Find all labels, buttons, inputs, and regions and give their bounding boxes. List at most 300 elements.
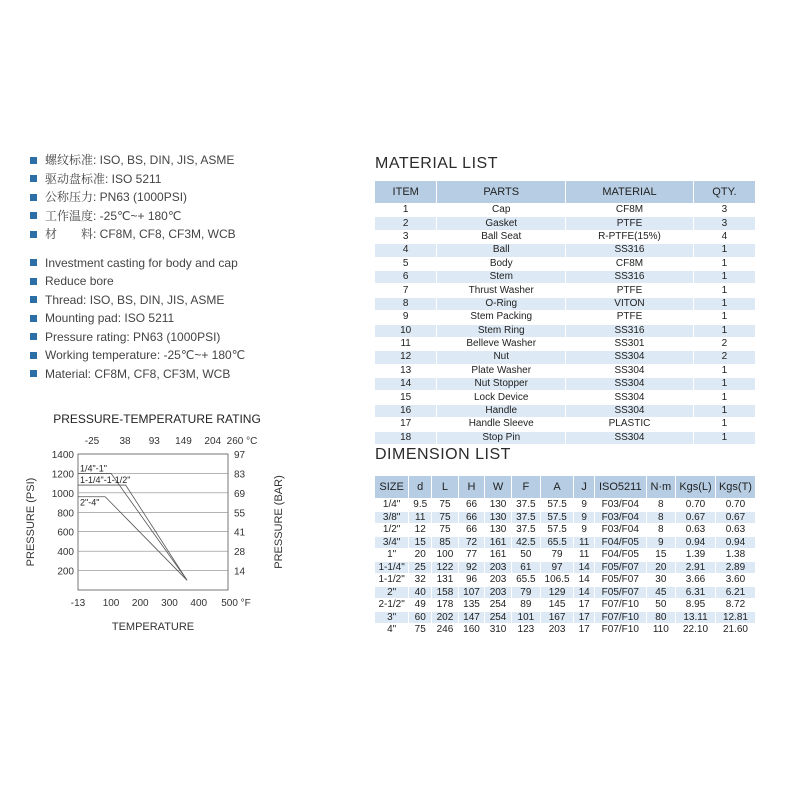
dimension-cell: 0.94 bbox=[676, 536, 716, 549]
dimension-cell: 3" bbox=[375, 611, 409, 624]
square-bullet-icon bbox=[30, 278, 37, 285]
material-row bbox=[375, 217, 755, 230]
dimension-cell: 65.5 bbox=[511, 574, 540, 587]
dimension-cell: 122 bbox=[432, 561, 459, 574]
dimension-cell: 79 bbox=[511, 586, 540, 599]
dimension-cell: 1/4" bbox=[375, 499, 409, 512]
dimension-row bbox=[375, 499, 755, 512]
material-cell: 9 bbox=[375, 311, 437, 324]
dimension-cell: 75 bbox=[432, 499, 459, 512]
material-cell: Stem bbox=[437, 270, 566, 283]
dimension-row bbox=[375, 549, 755, 562]
dimension-cell: 246 bbox=[432, 624, 459, 637]
material-row bbox=[375, 284, 755, 297]
dimension-cell: 12 bbox=[409, 524, 432, 537]
dimension-cell: 254 bbox=[485, 599, 512, 612]
material-row bbox=[375, 324, 755, 337]
material-row bbox=[375, 244, 755, 257]
chart-top-tick-label: 93 bbox=[148, 436, 160, 447]
material-cell: 3 bbox=[693, 217, 755, 230]
dimension-cell: 100 bbox=[432, 549, 459, 562]
dimension-row bbox=[375, 624, 755, 637]
dimension-header-cell: d bbox=[409, 476, 432, 499]
chart-right-tick-label: 41 bbox=[234, 527, 246, 539]
dimension-cell: 254 bbox=[485, 611, 512, 624]
dimension-cell: 15 bbox=[409, 536, 432, 549]
square-bullet-icon bbox=[30, 194, 37, 201]
dimension-row bbox=[375, 586, 755, 599]
dimension-cell: 202 bbox=[432, 611, 459, 624]
spec-cn-item bbox=[30, 225, 330, 244]
material-cell: SS301 bbox=[566, 337, 694, 350]
material-cell: 1 bbox=[693, 364, 755, 377]
spec-cn-text: 公称压力: PN63 (1000PSI) bbox=[45, 190, 188, 204]
dimension-cell: 110 bbox=[646, 624, 676, 637]
material-cell: 1 bbox=[693, 270, 755, 283]
dimension-cell: 310 bbox=[485, 624, 512, 637]
material-cell: Ball Seat bbox=[437, 230, 566, 243]
chart-bottom-tick-label: 400 bbox=[190, 598, 208, 609]
material-cell: 1 bbox=[693, 297, 755, 310]
chart-bottom-tick-label: 300 bbox=[161, 598, 178, 609]
square-bullet-icon bbox=[30, 296, 37, 303]
spec-cn-item bbox=[30, 188, 330, 207]
dimension-cell: 161 bbox=[485, 536, 512, 549]
dimension-cell: 66 bbox=[458, 511, 485, 524]
dimension-cell: F03/F04 bbox=[595, 524, 646, 537]
dimension-cell: 9.5 bbox=[409, 499, 432, 512]
dimension-cell: 30 bbox=[646, 574, 676, 587]
dimension-cell: 0.94 bbox=[715, 536, 755, 549]
material-cell: 1 bbox=[693, 324, 755, 337]
material-cell: 1 bbox=[693, 284, 755, 297]
dimension-row bbox=[375, 574, 755, 587]
material-header-cell: PARTS bbox=[437, 181, 566, 204]
dimension-cell: F05/F07 bbox=[595, 586, 646, 599]
dimension-cell: 79 bbox=[540, 549, 573, 562]
dimension-row bbox=[375, 561, 755, 574]
dimension-cell: 107 bbox=[458, 586, 485, 599]
dimension-cell: 97 bbox=[540, 561, 573, 574]
material-cell: O-Ring bbox=[437, 297, 566, 310]
spec-cn-text: 工作温度: -25℃~+ 180℃ bbox=[45, 208, 182, 223]
square-bullet-icon bbox=[30, 231, 37, 238]
dimension-cell: 92 bbox=[458, 561, 485, 574]
material-cell: 1 bbox=[375, 204, 437, 217]
dimension-cell: 106.5 bbox=[540, 574, 573, 587]
material-row bbox=[375, 378, 755, 391]
dimension-cell: 40 bbox=[409, 586, 432, 599]
chart-x-axis-label: TEMPERATURE bbox=[111, 621, 195, 633]
dimension-header-cell: A bbox=[540, 476, 573, 499]
dimension-header-cell: W bbox=[485, 476, 512, 499]
material-cell: CF8M bbox=[566, 257, 694, 270]
material-cell: 10 bbox=[375, 324, 437, 337]
material-cell: 2 bbox=[375, 217, 437, 230]
spec-cn-item bbox=[30, 207, 330, 226]
material-row bbox=[375, 391, 755, 404]
dimension-cell: 1-1/4" bbox=[375, 561, 409, 574]
dimension-header-cell: J bbox=[574, 476, 595, 499]
dimension-cell: 77 bbox=[458, 549, 485, 562]
dimension-cell: 11 bbox=[574, 549, 595, 562]
material-cell: 1 bbox=[693, 404, 755, 417]
material-cell: SS304 bbox=[566, 364, 694, 377]
dimension-cell: 178 bbox=[432, 599, 459, 612]
material-cell: 5 bbox=[375, 257, 437, 270]
chart-right-tick-label: 14 bbox=[234, 566, 246, 578]
dimension-cell: 8 bbox=[646, 524, 676, 537]
dimension-row bbox=[375, 536, 755, 549]
dimension-row bbox=[375, 511, 755, 524]
spec-list bbox=[30, 151, 330, 383]
material-row bbox=[375, 431, 755, 444]
spec-en-text: Thread: ISO, BS, DIN, JIS, ASME bbox=[45, 292, 225, 307]
chart-left-tick-label: 600 bbox=[57, 527, 74, 539]
spec-en-text: Investment casting for body and cap bbox=[45, 255, 238, 270]
material-cell: Plate Washer bbox=[437, 364, 566, 377]
spec-en-item bbox=[30, 272, 330, 291]
dimension-cell: 72 bbox=[458, 536, 485, 549]
dimension-cell: 203 bbox=[485, 574, 512, 587]
dimension-cell: 0.67 bbox=[676, 511, 716, 524]
material-cell: SS304 bbox=[566, 351, 694, 364]
material-cell: 1 bbox=[693, 431, 755, 444]
material-cell: Stem Packing bbox=[437, 311, 566, 324]
dimension-table bbox=[375, 476, 755, 637]
material-cell: SS304 bbox=[566, 404, 694, 417]
material-cell: SS316 bbox=[566, 324, 694, 337]
dimension-cell: F07/F10 bbox=[595, 611, 646, 624]
dimension-cell: F04/F05 bbox=[595, 549, 646, 562]
material-cell: 1 bbox=[693, 257, 755, 270]
dimension-cell: 60 bbox=[409, 611, 432, 624]
material-cell: VITON bbox=[566, 297, 694, 310]
dimension-cell: 2" bbox=[375, 586, 409, 599]
material-cell: PTFE bbox=[566, 217, 694, 230]
dimension-cell: 8.95 bbox=[676, 599, 716, 612]
dimension-cell: 3.60 bbox=[715, 574, 755, 587]
dimension-cell: 75 bbox=[409, 624, 432, 637]
dimension-cell: 3.66 bbox=[676, 574, 716, 587]
chart-y2-axis-label: PRESSURE (BAR) bbox=[273, 475, 285, 569]
material-row bbox=[375, 337, 755, 350]
spec-en-item bbox=[30, 365, 330, 384]
dimension-cell: 21.60 bbox=[715, 624, 755, 637]
material-cell: 11 bbox=[375, 337, 437, 350]
dimension-cell: 9 bbox=[646, 536, 676, 549]
material-header-cell: ITEM bbox=[375, 181, 437, 204]
chart-top-tick-label: -25 bbox=[84, 436, 100, 447]
dimension-cell: 50 bbox=[646, 599, 676, 612]
material-cell: 3 bbox=[693, 204, 755, 217]
dimension-row bbox=[375, 611, 755, 624]
dimension-cell: 66 bbox=[458, 524, 485, 537]
chart-left-tick-label: 1200 bbox=[51, 469, 74, 481]
dimension-cell: 14 bbox=[574, 561, 595, 574]
square-bullet-icon bbox=[30, 157, 37, 164]
dimension-cell: 20 bbox=[409, 549, 432, 562]
material-cell: Belleve Washer bbox=[437, 337, 566, 350]
dimension-cell: 101 bbox=[511, 611, 540, 624]
material-cell: Stop Pin bbox=[437, 431, 566, 444]
dimension-header-cell: N·m bbox=[646, 476, 676, 499]
chart-left-tick-label: 800 bbox=[57, 508, 74, 520]
material-row bbox=[375, 418, 755, 431]
chart-right-tick-label: 69 bbox=[234, 488, 246, 500]
dimension-cell: 203 bbox=[485, 586, 512, 599]
material-row bbox=[375, 311, 755, 324]
chart-bottom-tick-label: 500 °F bbox=[221, 598, 251, 609]
dimension-cell: 131 bbox=[432, 574, 459, 587]
dimension-cell: 8 bbox=[646, 499, 676, 512]
dimension-cell: 57.5 bbox=[540, 499, 573, 512]
chart-top-tick-label: 38 bbox=[119, 436, 131, 447]
spec-en-item bbox=[30, 346, 330, 365]
dimension-cell: 49 bbox=[409, 599, 432, 612]
dimension-cell: 57.5 bbox=[540, 524, 573, 537]
material-row bbox=[375, 404, 755, 417]
chart-bottom-tick-label: 200 bbox=[131, 598, 149, 609]
chart-y-axis-label: PRESSURE (PSI) bbox=[25, 477, 37, 567]
square-bullet-icon bbox=[30, 352, 37, 359]
dimension-cell: 161 bbox=[485, 549, 512, 562]
dimension-header-cell: L bbox=[432, 476, 459, 499]
spec-cn-item bbox=[30, 170, 330, 189]
chart-series-line bbox=[78, 473, 187, 580]
chart-bottom-tick-label: -13 bbox=[70, 598, 86, 609]
material-cell: PLASTIC bbox=[566, 418, 694, 431]
dimension-cell: 147 bbox=[458, 611, 485, 624]
dimension-cell: 14 bbox=[574, 586, 595, 599]
dimension-cell: 160 bbox=[458, 624, 485, 637]
spec-cn-text: 螺纹标准: ISO, BS, DIN, JIS, ASME bbox=[45, 153, 235, 167]
dimension-cell: 2-1/2" bbox=[375, 599, 409, 612]
dimension-row bbox=[375, 599, 755, 612]
square-bullet-icon bbox=[30, 315, 37, 322]
dimension-cell: 17 bbox=[574, 624, 595, 637]
chart-top-tick-label: 204 bbox=[204, 436, 222, 447]
material-list-title: MATERIAL LIST bbox=[375, 155, 498, 172]
chart-left-tick-label: 400 bbox=[57, 547, 74, 559]
material-cell: 4 bbox=[375, 244, 437, 257]
material-cell: 7 bbox=[375, 284, 437, 297]
material-header-cell: MATERIAL bbox=[566, 181, 694, 204]
material-cell: CF8M bbox=[566, 204, 694, 217]
dimension-cell: 66 bbox=[458, 499, 485, 512]
dimension-cell: 17 bbox=[574, 599, 595, 612]
material-cell: 13 bbox=[375, 364, 437, 377]
dimension-cell: 203 bbox=[485, 561, 512, 574]
dimension-cell: 0.67 bbox=[715, 511, 755, 524]
material-row bbox=[375, 257, 755, 270]
material-cell: 1 bbox=[693, 311, 755, 324]
spec-en-text: Reduce bore bbox=[45, 274, 114, 288]
material-cell: 1 bbox=[693, 378, 755, 391]
dimension-cell: 3/4" bbox=[375, 536, 409, 549]
dimension-cell: 45 bbox=[646, 586, 676, 599]
spec-cn-item bbox=[30, 151, 330, 170]
dimension-cell: 130 bbox=[485, 524, 512, 537]
material-cell: Handle Sleeve bbox=[437, 418, 566, 431]
material-cell: SS304 bbox=[566, 431, 694, 444]
dimension-cell: 37.5 bbox=[511, 499, 540, 512]
material-cell: 1 bbox=[693, 418, 755, 431]
dimension-cell: 8 bbox=[646, 511, 676, 524]
dimension-row bbox=[375, 524, 755, 537]
material-cell: 3 bbox=[375, 230, 437, 243]
material-cell: Cap bbox=[437, 204, 566, 217]
dimension-list-title: DIMENSION LIST bbox=[375, 446, 511, 463]
dimension-header-cell: ISO5211 bbox=[595, 476, 646, 499]
dimension-cell: 3/8" bbox=[375, 511, 409, 524]
dimension-cell: 123 bbox=[511, 624, 540, 637]
material-row bbox=[375, 351, 755, 364]
dimension-cell: 145 bbox=[540, 599, 573, 612]
material-row bbox=[375, 364, 755, 377]
chart-bottom-tick-label: 100 bbox=[102, 598, 120, 609]
dimension-header-cell: F bbox=[511, 476, 540, 499]
dimension-cell: 130 bbox=[485, 511, 512, 524]
dimension-cell: 89 bbox=[511, 599, 540, 612]
material-cell: 17 bbox=[375, 418, 437, 431]
dimension-cell: 6.21 bbox=[715, 586, 755, 599]
material-cell: 15 bbox=[375, 391, 437, 404]
material-cell: 4 bbox=[693, 230, 755, 243]
dimension-cell: 12.81 bbox=[715, 611, 755, 624]
dimension-cell: F05/F07 bbox=[595, 561, 646, 574]
square-bullet-icon bbox=[30, 333, 37, 340]
square-bullet-icon bbox=[30, 212, 37, 219]
chart-top-tick-label: 260 °C bbox=[226, 436, 258, 447]
dimension-cell: 57.5 bbox=[540, 511, 573, 524]
material-cell: 14 bbox=[375, 378, 437, 391]
dimension-cell: 1.39 bbox=[676, 549, 716, 562]
dimension-cell: 96 bbox=[458, 574, 485, 587]
dimension-cell: 129 bbox=[540, 586, 573, 599]
dimension-header-cell: Kgs(L) bbox=[676, 476, 716, 499]
dimension-cell: F04/F05 bbox=[595, 536, 646, 549]
material-cell: 12 bbox=[375, 351, 437, 364]
dimension-cell: 2.89 bbox=[715, 561, 755, 574]
dimension-cell: 130 bbox=[485, 499, 512, 512]
dimension-cell: 37.5 bbox=[511, 511, 540, 524]
dimension-cell: F07/F10 bbox=[595, 624, 646, 637]
material-cell: 6 bbox=[375, 270, 437, 283]
chart-right-tick-label: 55 bbox=[234, 508, 246, 520]
spec-list-chinese bbox=[30, 151, 330, 244]
dimension-cell: 1-1/2" bbox=[375, 574, 409, 587]
dimension-cell: 20 bbox=[646, 561, 676, 574]
spec-en-text: Working temperature: -25℃~+ 180℃ bbox=[45, 348, 246, 362]
material-cell: 16 bbox=[375, 404, 437, 417]
material-cell: Gasket bbox=[437, 217, 566, 230]
chart-left-tick-label: 1000 bbox=[51, 488, 74, 500]
material-cell: Body bbox=[437, 257, 566, 270]
material-cell: PTFE bbox=[566, 284, 694, 297]
material-cell: Handle bbox=[437, 404, 566, 417]
dimension-cell: 0.70 bbox=[715, 499, 755, 512]
chart-series-label: 2"-4" bbox=[80, 497, 100, 508]
material-cell: Thrust Washer bbox=[437, 284, 566, 297]
material-cell: 1 bbox=[693, 244, 755, 257]
dimension-header-cell: Kgs(T) bbox=[715, 476, 755, 499]
material-row bbox=[375, 297, 755, 310]
chart-right-tick-label: 97 bbox=[234, 450, 246, 461]
square-bullet-icon bbox=[30, 259, 37, 266]
dimension-cell: 9 bbox=[574, 511, 595, 524]
dimension-cell: 75 bbox=[432, 524, 459, 537]
dimension-cell: 11 bbox=[409, 511, 432, 524]
chart-top-tick-label: 149 bbox=[175, 436, 192, 447]
pressure-temperature-chart bbox=[20, 408, 290, 638]
dimension-cell: 37.5 bbox=[511, 524, 540, 537]
spec-en-text: Mounting pad: ISO 5211 bbox=[45, 311, 175, 325]
dimension-cell: F03/F04 bbox=[595, 511, 646, 524]
dimension-cell: F07/F10 bbox=[595, 599, 646, 612]
dimension-cell: 0.70 bbox=[676, 499, 716, 512]
dimension-cell: 1" bbox=[375, 549, 409, 562]
material-cell: SS316 bbox=[566, 270, 694, 283]
spec-list-english bbox=[30, 254, 330, 384]
dimension-header-cell: H bbox=[458, 476, 485, 499]
chart-title: PRESSURE-TEMPERATURE RATING bbox=[53, 412, 261, 426]
dimension-cell: 80 bbox=[646, 611, 676, 624]
material-cell: PTFE bbox=[566, 311, 694, 324]
dimension-cell: 85 bbox=[432, 536, 459, 549]
dimension-cell: 50 bbox=[511, 549, 540, 562]
dimension-cell: F05/F07 bbox=[595, 574, 646, 587]
dimension-cell: 1/2" bbox=[375, 524, 409, 537]
square-bullet-icon bbox=[30, 175, 37, 182]
dimension-cell: 42.5 bbox=[511, 536, 540, 549]
material-cell: Lock Device bbox=[437, 391, 566, 404]
dimension-cell: 32 bbox=[409, 574, 432, 587]
material-cell: 2 bbox=[693, 337, 755, 350]
dimension-cell: 22.10 bbox=[676, 624, 716, 637]
dimension-cell: 8.72 bbox=[715, 599, 755, 612]
dimension-cell: 65.5 bbox=[540, 536, 573, 549]
dimension-cell: 158 bbox=[432, 586, 459, 599]
dimension-cell: 2.91 bbox=[676, 561, 716, 574]
chart-right-tick-label: 28 bbox=[234, 547, 246, 559]
material-cell: 1 bbox=[693, 391, 755, 404]
chart-left-tick-label: 1400 bbox=[51, 450, 74, 461]
dimension-cell: 25 bbox=[409, 561, 432, 574]
material-cell: 2 bbox=[693, 351, 755, 364]
spec-en-item bbox=[30, 254, 330, 273]
material-cell: SS304 bbox=[566, 391, 694, 404]
spec-en-item bbox=[30, 309, 330, 328]
material-row bbox=[375, 270, 755, 283]
spec-en-text: Material: CF8M, CF8, CF3M, WCB bbox=[45, 366, 231, 381]
dimension-cell: 9 bbox=[574, 499, 595, 512]
spec-en-item bbox=[30, 328, 330, 347]
dimension-cell: 61 bbox=[511, 561, 540, 574]
dimension-cell: 9 bbox=[574, 524, 595, 537]
material-table bbox=[375, 181, 755, 445]
material-cell: Nut bbox=[437, 351, 566, 364]
material-cell: R-PTFE(15%) bbox=[566, 230, 694, 243]
material-cell: Nut Stopper bbox=[437, 378, 566, 391]
chart-series-label: 1/4"-1" bbox=[80, 463, 107, 474]
chart-left-tick-label: 200 bbox=[57, 566, 74, 578]
spec-en-item bbox=[30, 291, 330, 310]
dimension-cell: 135 bbox=[458, 599, 485, 612]
square-bullet-icon bbox=[30, 370, 37, 377]
material-cell: 8 bbox=[375, 297, 437, 310]
dimension-cell: 11 bbox=[574, 536, 595, 549]
